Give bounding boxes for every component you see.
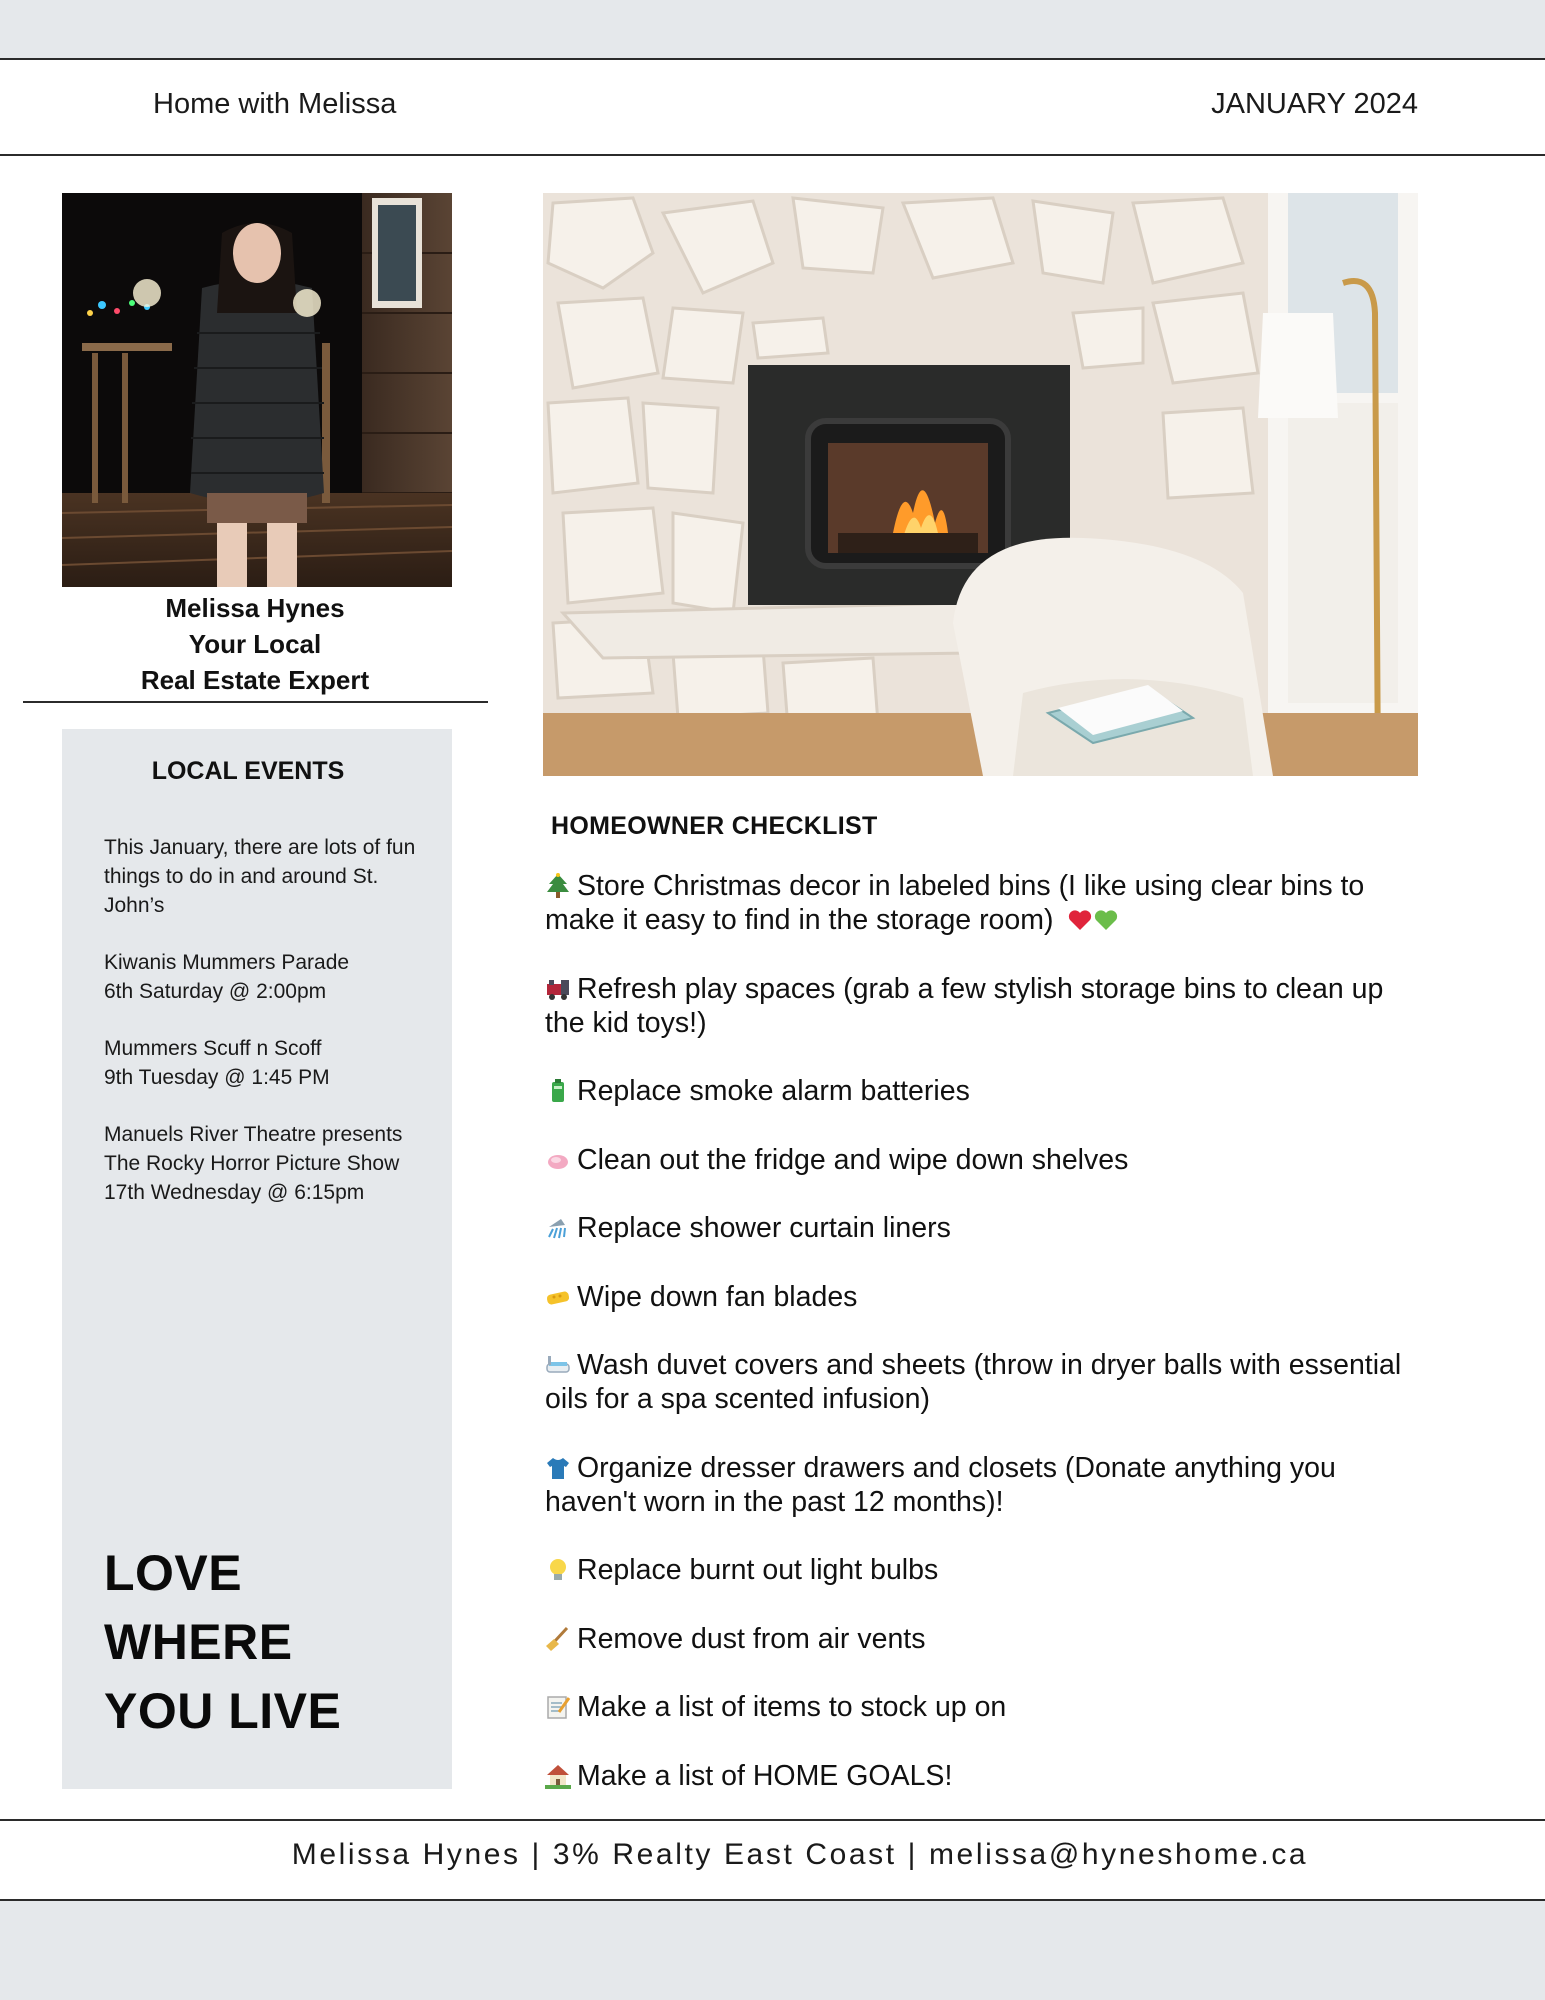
memo-icon <box>545 1694 571 1720</box>
toy-train-icon <box>545 976 571 1002</box>
christmas-tree-icon <box>545 873 571 899</box>
checklist-text: Make a list of items to stock up on <box>577 1691 1007 1723</box>
local-events-title: LOCAL EVENTS <box>151 757 345 785</box>
checklist-item <box>545 1553 1425 1587</box>
slogan <box>104 1539 341 1746</box>
local-events-panel <box>62 729 452 1789</box>
checklist-text: Remove dust from air vents <box>577 1622 926 1655</box>
event-item <box>104 1120 444 1207</box>
checklist-item <box>545 972 1425 1040</box>
local-events-body <box>104 833 444 1235</box>
event-when: 9th Tuesday @ 1:45 PM <box>104 1066 330 1089</box>
checklist-text: Make a list of HOME GOALS! <box>577 1759 953 1792</box>
event-when: 17th Wednesday @ 6:15pm <box>104 1181 365 1204</box>
slogan-line: WHERE <box>104 1614 293 1670</box>
tshirt-icon <box>545 1455 571 1481</box>
homeowner-checklist <box>545 869 1425 1827</box>
checklist-text: Replace burnt out light bulbs <box>577 1554 939 1586</box>
fireplace-photo <box>543 193 1418 776</box>
soap-icon <box>545 1147 571 1173</box>
checklist-item <box>545 1143 1425 1177</box>
broom-icon <box>545 1626 571 1652</box>
bathtub-icon <box>545 1352 571 1378</box>
checklist-item <box>545 1074 1425 1108</box>
checklist-item <box>545 1759 1425 1793</box>
checklist-item <box>545 1690 1425 1724</box>
checklist-item <box>545 1211 1425 1245</box>
green-heart-icon <box>1093 907 1119 933</box>
sponge-icon <box>545 1284 571 1310</box>
newsletter-title: Home with Melissa <box>153 88 397 120</box>
portrait-photo <box>62 193 452 587</box>
events-intro: This January, there are lots of fun things to do in and around St. John’s <box>104 836 416 917</box>
red-heart-icon <box>1067 907 1093 933</box>
checklist-item <box>545 869 1425 937</box>
checklist-text: Wipe down fan blades <box>577 1280 858 1313</box>
checklist-item <box>545 1451 1425 1519</box>
checklist-text: Organize dresser drawers and closets (Donate anything you haven't worn in the past 12 months)! <box>545 1451 1336 1518</box>
slogan-line: YOU LIVE <box>104 1683 342 1739</box>
checklist-text: Refresh play spaces (grab a few stylish storage bins to clean up the kid toys!) <box>545 972 1384 1039</box>
name-divider <box>23 701 488 703</box>
shower-icon <box>545 1215 571 1241</box>
event-item <box>104 948 444 1006</box>
newsletter-date: JANUARY 2024 <box>1211 88 1418 120</box>
agent-name-block <box>22 590 488 698</box>
battery-icon <box>545 1078 571 1104</box>
checklist-title: HOMEOWNER CHECKLIST <box>551 812 878 840</box>
event-name: Kiwanis Mummers Parade <box>104 951 350 974</box>
bottom-band <box>0 1901 1545 2000</box>
header-rule <box>0 154 1545 156</box>
checklist-item <box>545 1280 1425 1314</box>
agent-tagline-2: Real Estate Expert <box>140 665 370 695</box>
event-name: Mummers Scuff n Scoff <box>104 1037 322 1060</box>
checklist-text: Replace shower curtain liners <box>577 1212 951 1244</box>
light-bulb-icon <box>545 1557 571 1583</box>
agent-name: Melissa Hynes <box>165 593 345 623</box>
agent-tagline-1: Your Local <box>188 629 322 659</box>
slogan-line: LOVE <box>104 1545 243 1601</box>
event-when: 6th Saturday @ 2:00pm <box>104 980 327 1003</box>
event-item <box>104 1034 444 1092</box>
checklist-item <box>545 1622 1425 1656</box>
event-name: Manuels River Theatre presents The Rocky Horror Picture Show <box>104 1123 403 1175</box>
checklist-text: Replace smoke alarm batteries <box>577 1075 970 1107</box>
footer-rule-top <box>0 1819 1545 1821</box>
footer-contact: Melissa Hynes | 3% Realty East Coast | melissa@hyneshome.ca <box>291 1838 1309 1871</box>
checklist-text: Clean out the fridge and wipe down shelves <box>577 1143 1129 1176</box>
top-rule <box>0 58 1545 60</box>
checklist-item <box>545 1348 1425 1416</box>
top-band <box>0 0 1545 58</box>
checklist-text: Store Christmas decor in labeled bins (I like using clear bins to make it easy to find in the storage room) <box>545 870 1365 936</box>
house-garden-icon <box>545 1763 571 1789</box>
checklist-text: Wash duvet covers and sheets (throw in dryer balls with essential oils for a spa scented infusion) <box>545 1349 1402 1415</box>
